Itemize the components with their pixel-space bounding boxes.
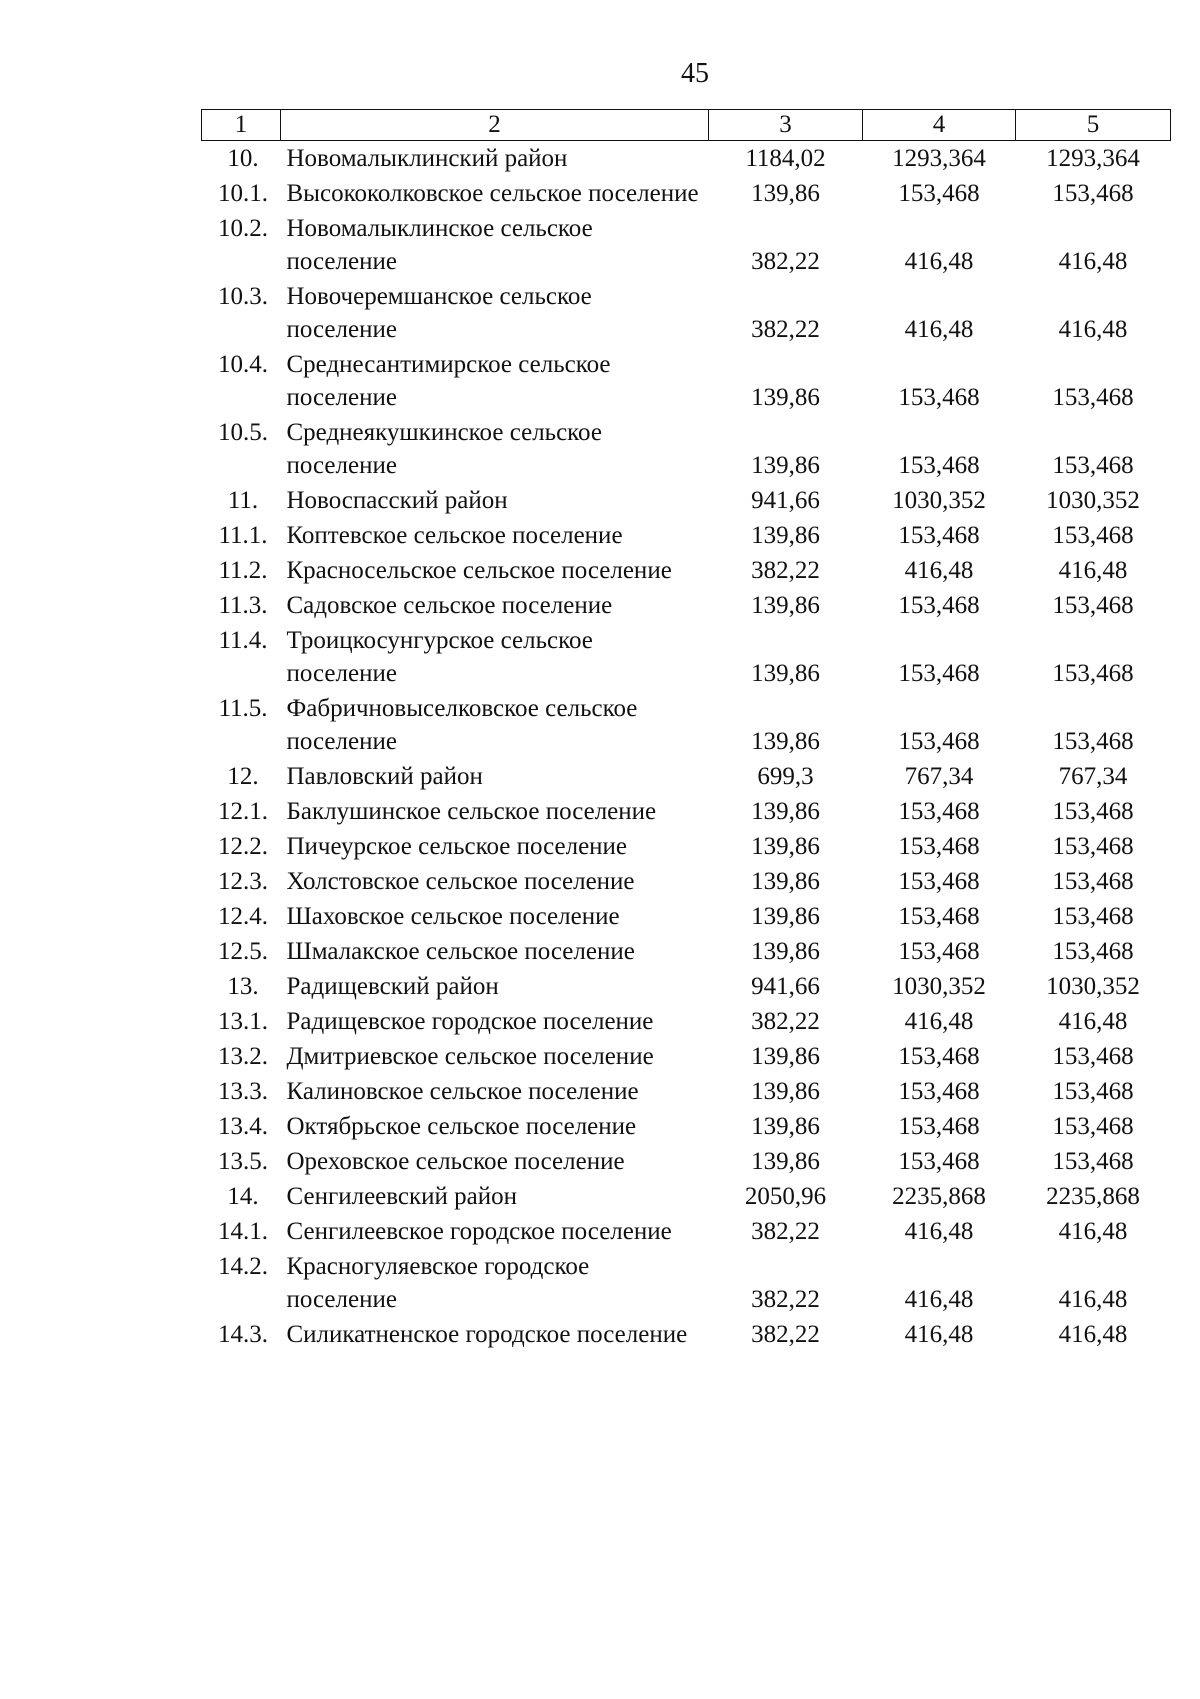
row-number: 13.1. [218,1008,268,1035]
value-col-3: 2050,96 [744,1183,827,1210]
row-number: 13.3. [218,1078,268,1105]
table-row [202,969,1171,1004]
table-row [202,553,1171,588]
table-row [202,483,1171,518]
table-row [202,1317,1171,1352]
settlement-name: Красногуляевское городское поселение [286,1253,590,1313]
row-number: 14.1. [218,1218,268,1245]
value-col-3: 139,86 [751,522,820,549]
row-number: 11.2. [218,557,268,584]
column-header-2: 2 [281,110,709,141]
value-col-4: 153,468 [898,938,980,965]
value-col-4: 153,468 [898,180,980,207]
row-number: 13. [227,973,259,1000]
value-col-5: 1030,352 [1046,487,1140,514]
value-col-3: 382,22 [751,1008,820,1035]
settlement-name: Садовское сельское поселение [286,592,613,619]
value-col-3: 699,3 [757,763,814,790]
value-col-3: 941,66 [751,973,820,1000]
value-col-4: 153,468 [898,452,980,479]
value-col-4: 153,468 [898,1148,980,1175]
table-row [202,1074,1171,1109]
header-row [202,110,1171,141]
value-col-5: 416,48 [1058,1008,1128,1035]
value-col-4: 416,48 [904,1286,974,1313]
settlement-name: Шмалакское сельское поселение [286,938,635,965]
value-col-3: 139,86 [751,1113,820,1140]
table-row [202,759,1171,794]
value-col-3: 139,86 [751,903,820,930]
settlement-name: Павловский район [286,763,483,790]
row-number: 14.3. [218,1321,268,1348]
value-col-5: 416,48 [1058,316,1128,343]
value-col-5: 153,468 [1052,798,1134,825]
value-col-5: 153,468 [1052,728,1134,755]
table-row [202,211,1171,279]
value-col-4: 1293,364 [892,145,986,172]
settlement-name: Фабричновыселковское сельское поселение [286,695,638,755]
settlement-name: Сенгилеевское городское поселение [286,1218,672,1245]
allocation-table [201,109,1171,1352]
value-col-3: 382,22 [751,316,820,343]
value-col-3: 139,86 [751,1078,820,1105]
table-body [202,141,1171,1353]
table-header [202,110,1171,141]
settlement-name: Дмитриевское сельское поселение [286,1043,654,1070]
row-number: 11.5. [218,695,268,722]
value-col-3: 139,86 [751,452,820,479]
value-col-4: 1030,352 [892,973,986,1000]
settlement-name: Холстовское сельское поселение [286,868,635,895]
table-row [202,1214,1171,1249]
value-col-3: 139,86 [751,833,820,860]
column-header-5: 5 [1016,110,1171,141]
value-col-4: 153,468 [898,1078,980,1105]
table-row [202,518,1171,553]
value-col-5: 1293,364 [1046,145,1140,172]
value-col-3: 941,66 [751,487,820,514]
value-col-4: 153,468 [898,522,980,549]
row-number: 12.5. [218,938,268,965]
settlement-name: Коптевское сельское поселение [286,522,623,549]
settlement-name: Высококолковское сельское поселение [286,180,699,207]
value-col-3: 382,22 [751,1321,820,1348]
table-row [202,623,1171,691]
row-number: 12.1. [218,798,268,825]
value-col-4: 153,468 [898,1043,980,1070]
row-number: 12.2. [218,833,268,860]
table-row [202,1039,1171,1074]
value-col-4: 416,48 [904,248,974,275]
value-col-3: 139,86 [751,938,820,965]
table-row [202,415,1171,483]
value-col-4: 416,48 [904,1218,974,1245]
value-col-4: 416,48 [904,316,974,343]
settlement-name: Среднесантимирское сельское поселение [286,351,611,411]
settlement-name: Сенгилеевский район [286,1183,518,1210]
row-number: 10.3. [218,283,268,310]
value-col-5: 153,468 [1052,452,1134,479]
value-col-4: 153,468 [898,903,980,930]
value-col-3: 382,22 [751,1286,820,1313]
row-number: 10.1. [218,180,268,207]
value-col-5: 153,468 [1052,592,1134,619]
value-col-5: 1030,352 [1046,973,1140,1000]
row-number: 13.5. [218,1148,268,1175]
row-number: 10.4. [218,351,268,378]
settlement-name: Радищевское городское поселение [286,1008,654,1035]
row-number: 11.3. [218,592,268,619]
table-row [202,141,1171,177]
table-row [202,1144,1171,1179]
value-col-5: 153,468 [1052,1148,1134,1175]
settlement-name: Силикатненское городское поселение [286,1321,688,1348]
value-col-4: 2235,868 [892,1183,986,1210]
value-col-5: 153,468 [1052,1078,1134,1105]
value-col-5: 2235,868 [1046,1183,1140,1210]
value-col-3: 139,86 [751,384,820,411]
settlement-name: Октябрьское сельское поселение [286,1113,637,1140]
table-row [202,176,1171,211]
row-number: 11.4. [218,627,268,654]
value-col-5: 416,48 [1058,1321,1128,1348]
value-col-5: 416,48 [1058,1218,1128,1245]
value-col-4: 416,48 [904,1321,974,1348]
value-col-5: 153,468 [1052,938,1134,965]
table-row [202,1249,1171,1317]
value-col-4: 153,468 [898,798,980,825]
row-number: 10.2. [218,215,268,242]
value-col-4: 153,468 [898,384,980,411]
table-row [202,1179,1171,1214]
value-col-5: 153,468 [1052,868,1134,895]
row-number: 11.1. [218,522,268,549]
settlement-name: Новочеремшанское сельское поселение [286,283,592,343]
table-row [202,1109,1171,1144]
column-header-1: 1 [202,110,281,141]
value-col-4: 153,468 [898,1113,980,1140]
value-col-3: 139,86 [751,868,820,895]
value-col-5: 767,34 [1058,763,1128,790]
settlement-name: Троицкосунгурское сельское поселение [286,627,593,687]
table-row [202,588,1171,623]
value-col-4: 416,48 [904,1008,974,1035]
column-header-3: 3 [709,110,863,141]
table-row [202,347,1171,415]
value-col-3: 382,22 [751,557,820,584]
value-col-5: 153,468 [1052,1113,1134,1140]
value-col-4: 1030,352 [892,487,986,514]
settlement-name: Баклушинское сельское поселение [286,798,657,825]
table-row [202,934,1171,969]
table-row [202,864,1171,899]
value-col-3: 1184,02 [745,145,826,172]
value-col-5: 153,468 [1052,660,1134,687]
table-row [202,794,1171,829]
value-col-3: 139,86 [751,592,820,619]
value-col-4: 153,468 [898,728,980,755]
table-row [202,1004,1171,1039]
settlement-name: Среднеякушкинское сельское поселение [286,419,602,479]
value-col-4: 153,468 [898,592,980,619]
table-row [202,279,1171,347]
settlement-name: Новоспасский район [286,487,508,514]
value-col-3: 139,86 [751,1043,820,1070]
value-col-4: 416,48 [904,557,974,584]
value-col-3: 382,22 [751,1218,820,1245]
row-number: 12. [227,763,259,790]
settlement-name: Новомалыклинский район [286,145,568,172]
table-row [202,691,1171,759]
value-col-4: 767,34 [904,763,974,790]
value-col-5: 153,468 [1052,384,1134,411]
row-number: 14. [227,1183,259,1210]
row-number: 12.4. [218,903,268,930]
value-col-4: 153,468 [898,868,980,895]
value-col-4: 153,468 [898,660,980,687]
settlement-name: Красносельское сельское поселение [286,557,672,584]
value-col-3: 139,86 [751,180,820,207]
column-header-4: 4 [863,110,1016,141]
row-number: 13.4. [218,1113,268,1140]
value-col-3: 382,22 [751,248,820,275]
row-number: 11. [227,487,259,514]
row-number: 10. [227,145,259,172]
page-number: 45 [681,58,709,89]
value-col-5: 153,468 [1052,833,1134,860]
value-col-5: 416,48 [1058,1286,1128,1313]
value-col-5: 416,48 [1058,248,1128,275]
row-number: 14.2. [218,1253,268,1280]
value-col-5: 153,468 [1052,180,1134,207]
table-row [202,829,1171,864]
settlement-name: Шаховское сельское поселение [286,903,620,930]
value-col-5: 153,468 [1052,1043,1134,1070]
settlement-name: Радищевский район [286,973,499,1000]
settlement-name: Ореховское сельское поселение [286,1148,625,1175]
settlement-name: Калиновское сельское поселение [286,1078,639,1105]
value-col-5: 153,468 [1052,522,1134,549]
table-row [202,899,1171,934]
value-col-4: 153,468 [898,833,980,860]
value-col-5: 416,48 [1058,557,1128,584]
value-col-3: 139,86 [751,1148,820,1175]
value-col-3: 139,86 [751,728,820,755]
row-number: 13.2. [218,1043,268,1070]
row-number: 12.3. [218,868,268,895]
settlement-name: Пичеурское сельское поселение [286,833,628,860]
row-number: 10.5. [218,419,268,446]
settlement-name: Новомалыклинское сельское поселение [286,215,593,275]
value-col-3: 139,86 [751,798,820,825]
value-col-3: 139,86 [751,660,820,687]
value-col-5: 153,468 [1052,903,1134,930]
